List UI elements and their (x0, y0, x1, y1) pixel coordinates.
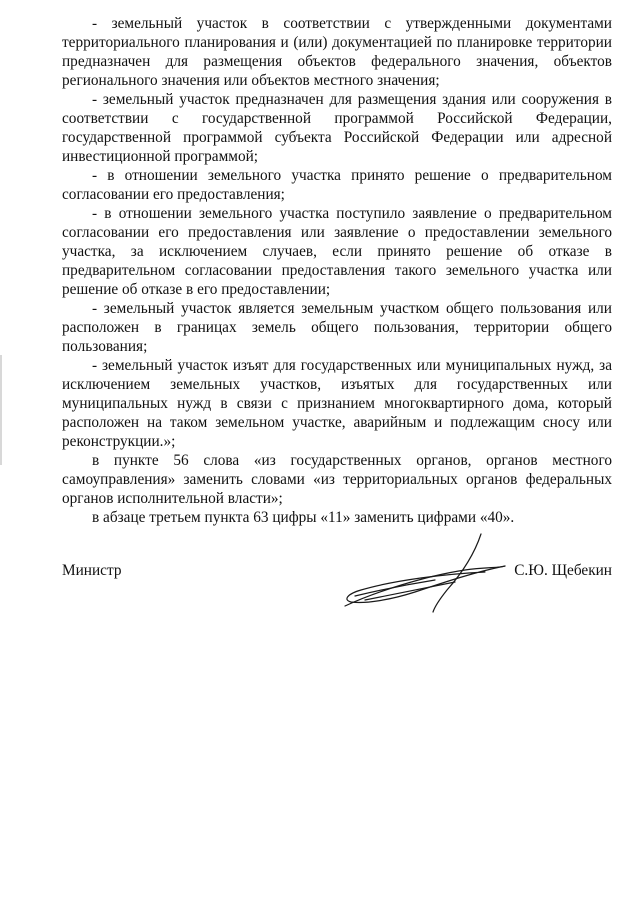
paragraph-6: - земельный участок изъят для государственных или муниципальных нужд, за исключением земельных участков, изъятых для государственных или муниципальных нужд в связи с признанием многоквартирного дома, который расположен на таком земельном участке, аварийным и подлежащим сносу или реконструкции.»; (62, 357, 612, 450)
signatory-name: С.Ю. Щебекин (514, 562, 612, 579)
paragraph-4: - в отношении земельного участка поступило заявление о предварительном согласовании его предоставления или заявление о предоставлении земельного участка, за исключением случаев, если принято решение об отказе в предварительном согласовании предоставления такого земельного участка или решение об отказе в его предоставлении; (62, 205, 612, 298)
paragraph-1: - земельный участок в соответствии с утвержденными документами территориального планирования и (или) документацией по планировке территории предназначен для размещения объектов федерального значения, объектов регионального значения или объектов местного значения; (62, 15, 612, 89)
scan-edge-mark (0, 355, 2, 465)
paragraph-5: - земельный участок является земельным участком общего пользования или расположен в границах земель общего пользования, территории общего пользования; (62, 300, 612, 355)
document-body (62, 14, 612, 527)
handwritten-signature (335, 532, 515, 617)
paragraph-2: - земельный участок предназначен для размещения здания или сооружения в соответствии с государственной программой Российской Федерации, государственной программой субъекта Российской Федерации или адресной инвестиционной программой; (62, 91, 612, 165)
signatory-title: Министр (62, 562, 122, 579)
paragraph-3: - в отношении земельного участка принято решение о предварительном согласовании его предоставления; (62, 167, 612, 203)
paragraph-8: в абзаце третьем пункта 63 цифры «11» заменить цифрами «40». (92, 509, 515, 526)
paragraph-7: в пункте 56 слова «из государственных органов, органов местного самоуправления» заменить словами «из территориальных органов федеральных органов исполнительной власти»; (62, 452, 612, 507)
